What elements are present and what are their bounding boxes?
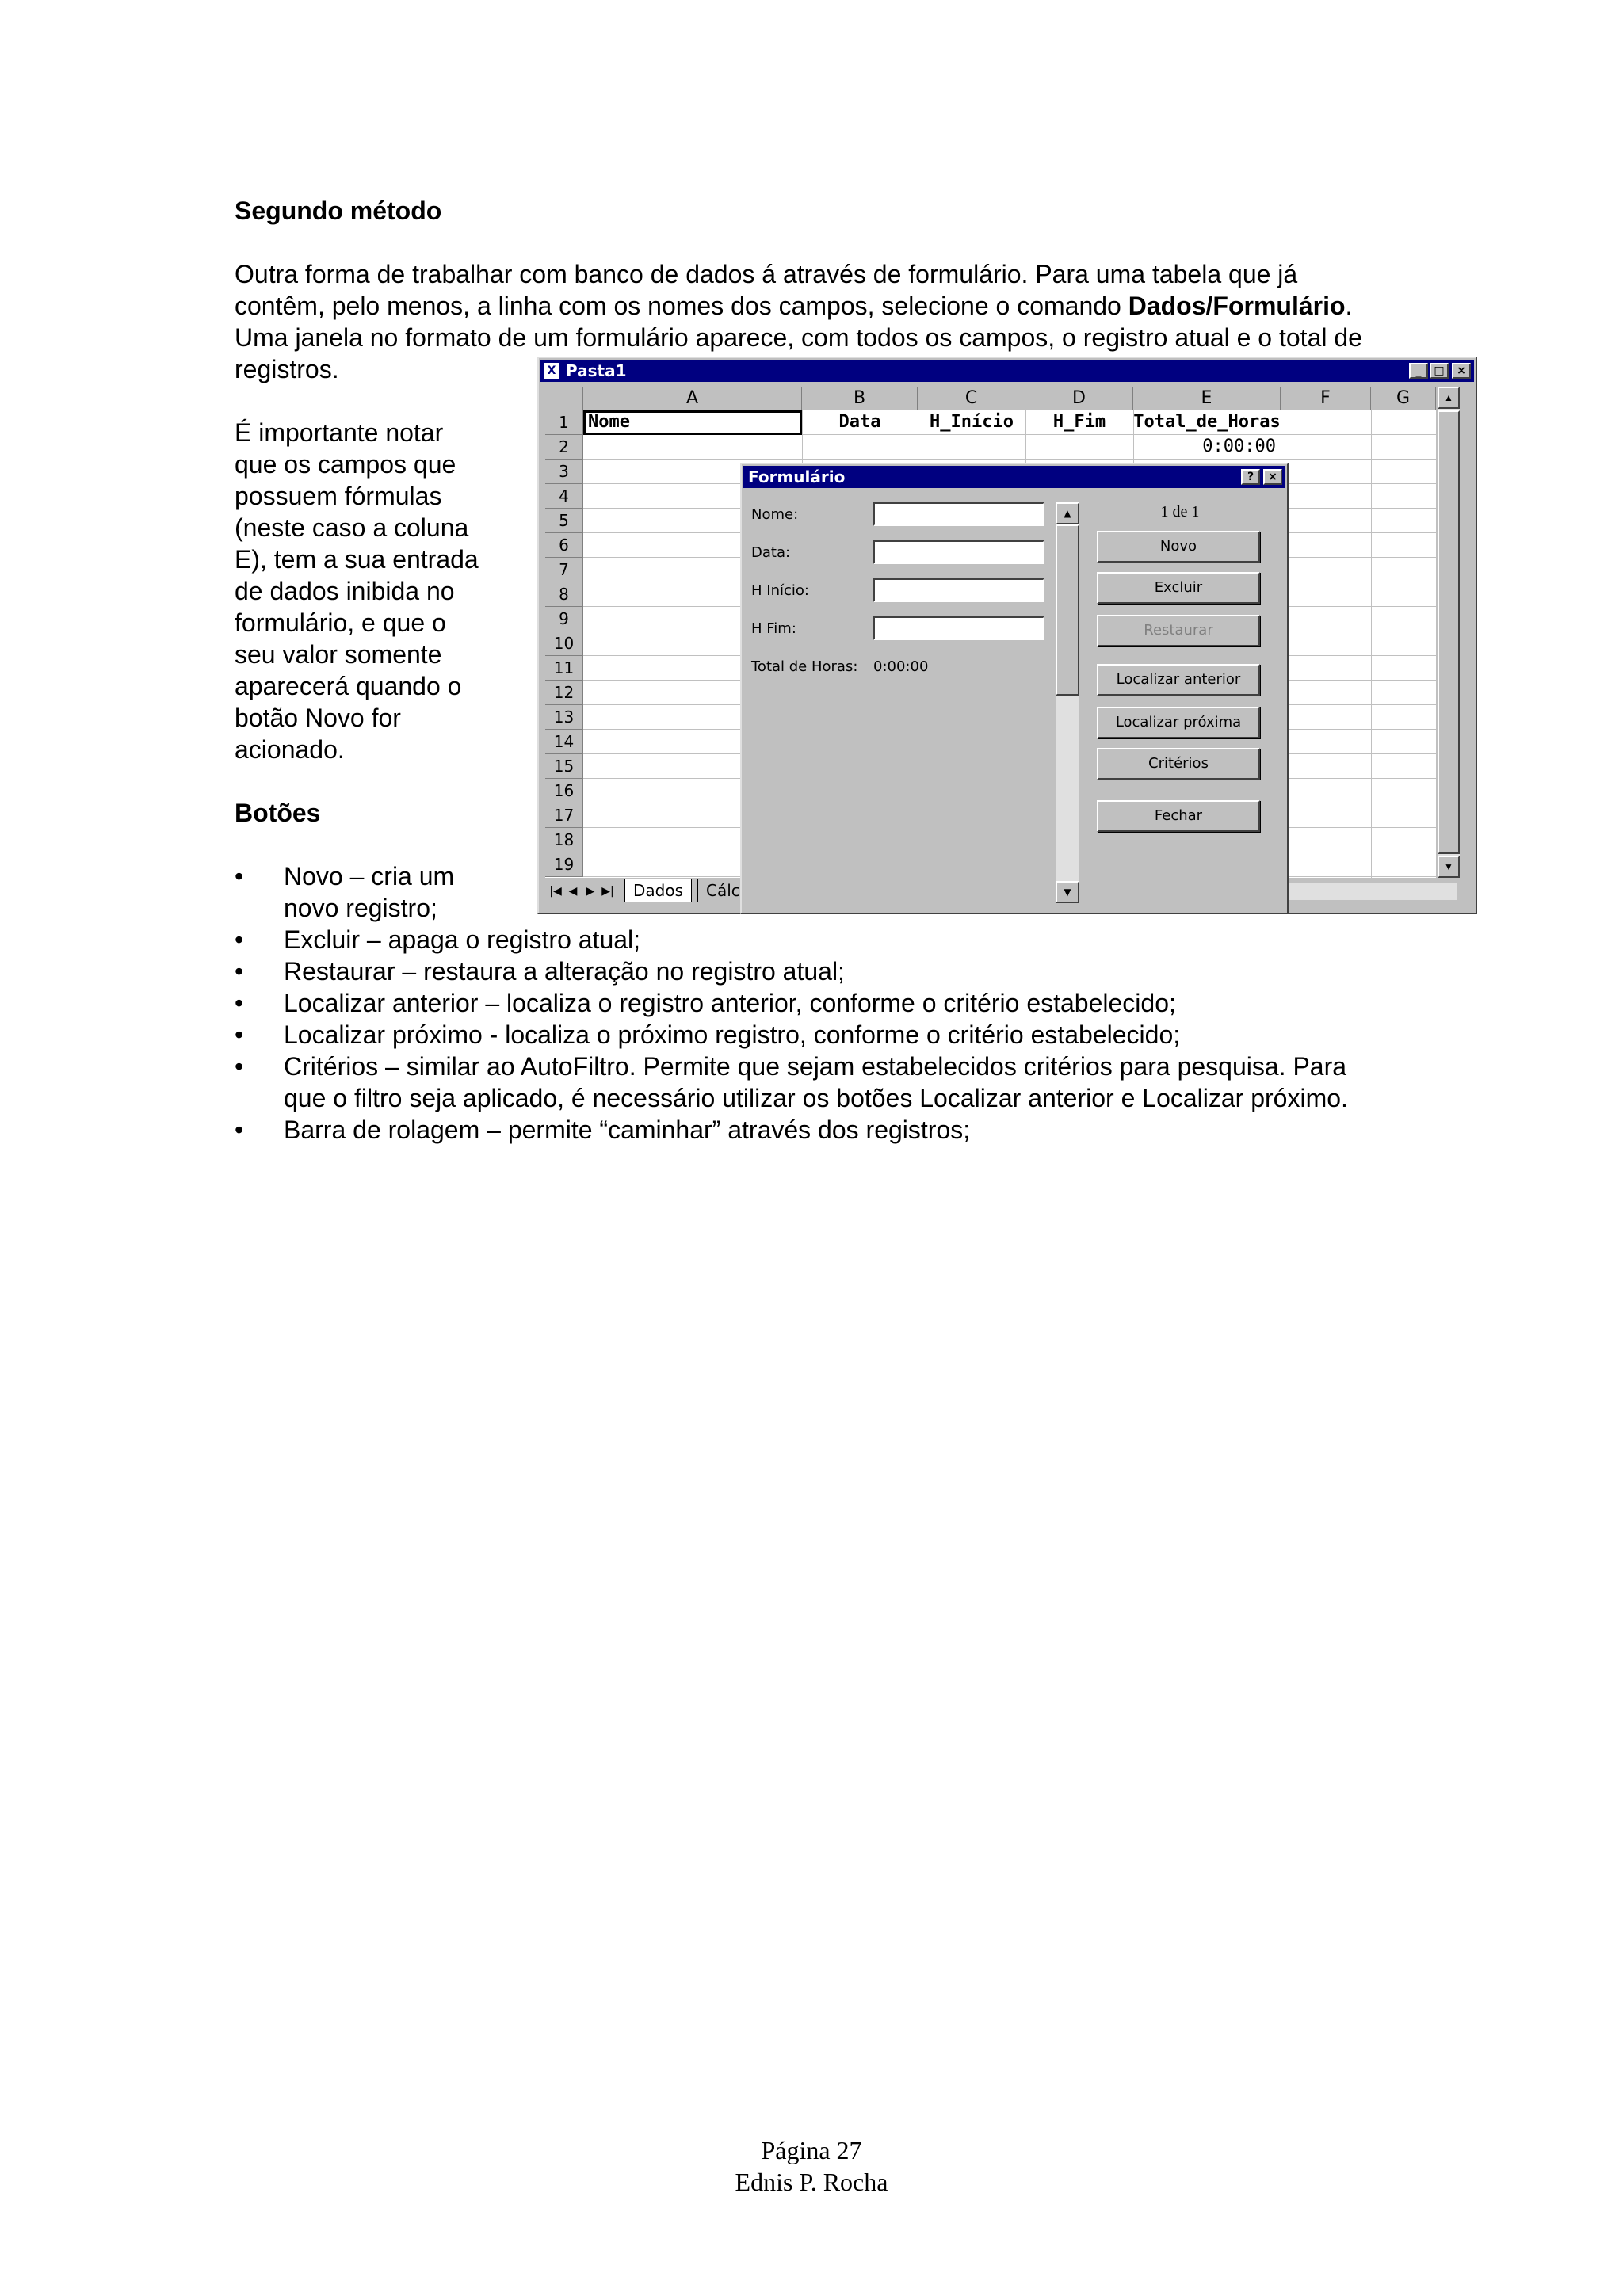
side-note-line: botão Novo for	[235, 704, 401, 732]
form-dialog	[740, 463, 1289, 914]
last-sheet-icon[interactable]: ▶|	[601, 885, 614, 898]
intro-line: Uma janela no formato de um formulário aparece, com todos os campos, o registro atual e o total de	[235, 323, 1362, 352]
total-horas-value: 0:00:00	[873, 658, 929, 675]
row-header[interactable]: 3	[545, 460, 583, 484]
column-header-b[interactable]: B	[802, 387, 918, 410]
bullet-dot: •	[235, 1116, 244, 1144]
field-label-nome: Nome:	[751, 506, 799, 523]
row-header[interactable]: 18	[545, 828, 583, 852]
dialog-titlebar[interactable]	[743, 466, 1285, 488]
field-label-h-fim: H Fim:	[751, 620, 796, 637]
criterios-button[interactable]: Critérios	[1097, 748, 1260, 780]
sheet-tab-dados[interactable]: Dados	[624, 879, 692, 902]
h-fim-field[interactable]	[873, 616, 1044, 640]
restaurar-button[interactable]: Restaurar	[1097, 615, 1260, 646]
side-note-line: acionado.	[235, 735, 345, 764]
intro-line	[235, 290, 1479, 322]
row-header[interactable]: 11	[545, 656, 583, 681]
column-header-g[interactable]: G	[1371, 387, 1436, 410]
minimize-button[interactable]: _	[1409, 363, 1428, 379]
field-label-h-inicio: H Início:	[751, 582, 809, 599]
bullet-text: Excluir – apaga o registro atual;	[284, 925, 641, 954]
bullet-dot: •	[235, 1052, 244, 1081]
side-note	[235, 417, 544, 765]
row-header[interactable]: 5	[545, 509, 583, 533]
scroll-up-arrow-icon[interactable]: ▲	[1056, 502, 1079, 524]
sheet-tab-calc[interactable]: Cálc	[697, 879, 749, 902]
side-note-line: aparecerá quando o	[235, 672, 462, 700]
column-header-d[interactable]: D	[1025, 387, 1133, 410]
nome-field[interactable]	[873, 502, 1044, 526]
row-header[interactable]: 13	[545, 705, 583, 730]
intro-text: contêm, pelo menos, a linha com os nomes dos campos, selecione o comando	[235, 292, 1128, 320]
first-sheet-icon[interactable]: |◀	[549, 885, 562, 898]
fechar-button[interactable]: Fechar	[1097, 800, 1260, 832]
bullet-text: Localizar anterior – localiza o registro anterior, conforme o critério estabelecido;	[284, 989, 1176, 1017]
cell-a1[interactable]: Nome	[588, 412, 630, 432]
row-header[interactable]: 14	[545, 730, 583, 754]
row-header[interactable]: 7	[545, 558, 583, 582]
dialog-title: Formulário	[748, 467, 846, 486]
data-field[interactable]	[873, 540, 1044, 564]
row-header[interactable]: 9	[545, 607, 583, 631]
bullet-dot: •	[235, 862, 244, 891]
side-note-line: de dados inibida no	[235, 577, 455, 605]
record-counter: 1 de 1	[1160, 503, 1200, 521]
side-note-line: (neste caso a coluna	[235, 513, 469, 542]
intro-line: registros.	[235, 355, 339, 383]
bullet-text: Barra de rolagem – permite “caminhar” através dos registros;	[284, 1116, 971, 1144]
scroll-thumb[interactable]	[1056, 524, 1079, 696]
select-all-corner[interactable]	[545, 387, 583, 410]
vertical-scrollbar[interactable]	[1438, 387, 1460, 878]
side-note-line: É importante notar	[235, 418, 444, 447]
gridline	[583, 459, 1436, 460]
excel-screenshot	[537, 357, 1480, 917]
row-header[interactable]: 4	[545, 484, 583, 509]
scroll-up-arrow-icon[interactable]: ▲	[1438, 387, 1460, 409]
record-scrollbar[interactable]	[1056, 502, 1079, 903]
intro-line: Outra forma de trabalhar com banco de dados á através de formulário. Para uma tabela que já	[235, 260, 1298, 288]
localizar-proxima-button[interactable]: Localizar próxima	[1097, 707, 1260, 738]
column-header-e[interactable]: E	[1133, 387, 1281, 410]
scroll-thumb[interactable]	[1438, 410, 1460, 854]
row-header[interactable]: 1	[545, 410, 583, 435]
bullet-dot: •	[235, 989, 244, 1017]
scroll-down-arrow-icon[interactable]: ▼	[1438, 856, 1460, 878]
novo-button[interactable]: Novo	[1097, 531, 1260, 563]
menu-command-text: Dados/Formulário	[1128, 292, 1346, 320]
column-header-a[interactable]: A	[583, 387, 802, 410]
cell-e2[interactable]: 0:00:00	[1202, 437, 1276, 456]
next-sheet-icon[interactable]: ▶	[586, 885, 595, 898]
bullet-dot: •	[235, 925, 244, 954]
bullet-dot: •	[235, 1020, 244, 1049]
side-note-line: que os campos que	[235, 450, 456, 479]
side-note-line: possuem fórmulas	[235, 482, 442, 510]
prev-sheet-icon[interactable]: ◀	[568, 885, 578, 898]
row-header[interactable]: 8	[545, 582, 583, 607]
footer-page-number: Página 27	[761, 2136, 862, 2164]
cell-e1[interactable]: Total_de_Horas	[1133, 412, 1281, 432]
row-header[interactable]: 2	[545, 435, 583, 460]
window-title: Pasta1	[566, 361, 627, 380]
excel-app-icon: X	[544, 363, 559, 379]
side-note-line: E), tem a sua entrada	[235, 545, 479, 574]
row-header[interactable]: 10	[545, 631, 583, 656]
intro-text: .	[1345, 292, 1353, 320]
h-inicio-field[interactable]	[873, 578, 1044, 602]
column-header-f[interactable]: F	[1281, 387, 1371, 410]
bullet-dot: •	[235, 957, 244, 986]
column-header-c[interactable]: C	[918, 387, 1025, 410]
row-header[interactable]: 17	[545, 803, 583, 828]
cell-c1[interactable]: H_Início	[930, 412, 1014, 432]
bullet-text: Localizar próximo - localiza o próximo registro, conforme o critério estabelecido;	[284, 1020, 1181, 1049]
row-header[interactable]: 16	[545, 779, 583, 803]
bullet-text: novo registro;	[284, 894, 437, 922]
footer-author: Ednis P. Rocha	[735, 2168, 888, 2196]
side-note-line: seu valor somente	[235, 640, 442, 669]
gridline	[1371, 410, 1372, 878]
scroll-down-arrow-icon[interactable]: ▼	[1056, 881, 1079, 903]
row-header[interactable]: 6	[545, 533, 583, 558]
help-button[interactable]: ?	[1241, 469, 1260, 485]
bullet-text: Novo – cria um	[284, 862, 455, 891]
field-label-total-horas: Total de Horas:	[751, 658, 858, 675]
row-header[interactable]: 15	[545, 754, 583, 779]
maximize-button[interactable]: □	[1430, 363, 1449, 379]
row-header[interactable]: 12	[545, 681, 583, 705]
localizar-anterior-button[interactable]: Localizar anterior	[1097, 664, 1260, 696]
cell-d1[interactable]: H_Fim	[1052, 412, 1106, 432]
field-label-data: Data:	[751, 544, 791, 561]
buttons-heading: Botões	[235, 799, 321, 827]
dialog-close-button[interactable]: ×	[1263, 469, 1282, 485]
window-titlebar[interactable]	[540, 360, 1474, 382]
bullet-text: Restaurar – restaura a alteração no registro atual;	[284, 957, 845, 986]
side-note-line: formulário, e que o	[235, 608, 446, 637]
cell-b1[interactable]: Data	[838, 412, 881, 432]
bullet-text: Critérios – similar ao AutoFiltro. Permite que sejam estabelecidos critérios para pesquisa. Para	[284, 1052, 1347, 1081]
close-button[interactable]: ×	[1452, 363, 1471, 379]
section-heading: Segundo método	[235, 196, 442, 225]
excluir-button[interactable]: Excluir	[1097, 572, 1260, 604]
row-header[interactable]: 19	[545, 852, 583, 877]
bullet-text: que o filtro seja aplicado, é necessário utilizar os botões Localizar anterior e Localizar próximo.	[284, 1084, 1348, 1112]
